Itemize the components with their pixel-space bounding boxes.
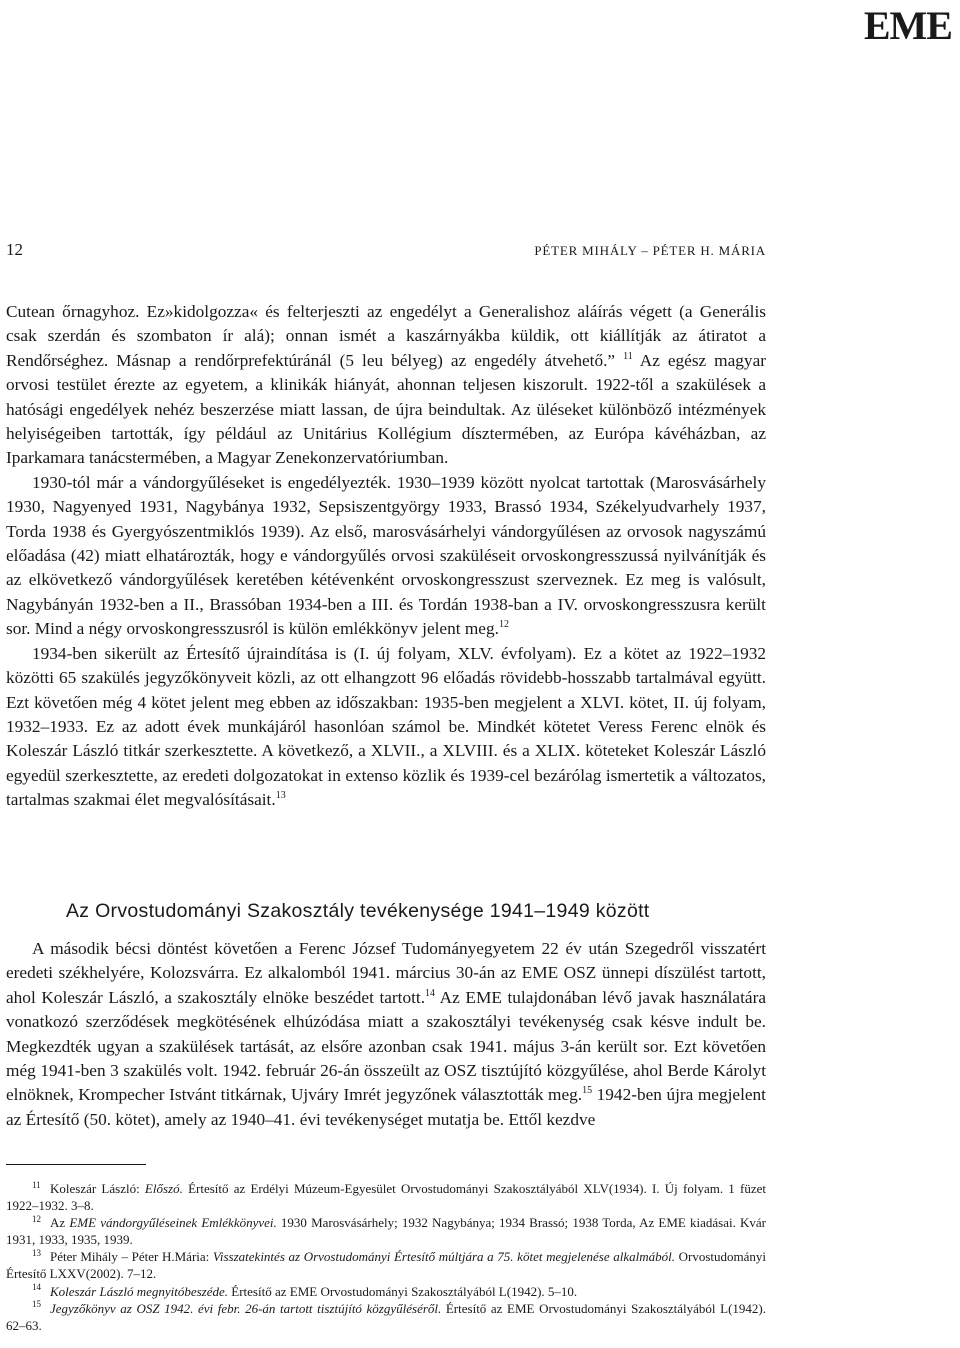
paragraph-4 (6, 937, 766, 1132)
paragraph-4-text-b: Az EME tulajdonában lévő javak használatára vonatkozó szerződések megkötésének elhúzódása miatt a szakosztályi tevékenység csak késve indult be. Megkezdték ugyan a szakülések tartását, az elsőre azonban csak 1941. május 3-án került sor. Ezt követően még 1941-ben 3 szakülés volt. 1942. február 26-án összeült az OSZ tisztújító közgyűlése, ahol Berde Károlyt elnöknek, Krompecher Istvánt titkárnak, Ujváry Imrét jegyzőnek választották meg. (6, 987, 766, 1105)
footnote-italic: Koleszár László megnyitóbeszéde. (50, 1283, 229, 1299)
footnote-ref-15[interactable]: 15 (582, 1085, 593, 1097)
paragraph-4-text-a: A második bécsi döntést követően a Ferenc József Tudományegyetem 22 év után Szegedről visszatért eredeti székhelyére, Kolozsvárra. Ez alkalomból 1941. március 30-án az EME OSZ ünnepi díszülést tartott, ahol Koleszár László, a szakosztály elnöke beszédet tartott. (6, 939, 766, 1007)
paragraph-1 (6, 300, 766, 471)
footnote-italic: Előszó. (144, 1181, 183, 1196)
footnote-ref-13[interactable]: 13 (275, 790, 286, 802)
footnote-italic: Jegyzőkönyv az OSZ 1942. évi febr. 26-án tartott tisztújító közgyűléséről. (50, 1300, 442, 1316)
paragraph-3-text: 1934-ben sikerült az Értesítő újraindítása is (I. új folyam, XLV. évfolyam). Ez a kötet az 1922–1932 közötti 65 szakülés jegyzőkönyveit közli, az ott elhangzott 96 előadás rövidebb-hosszabb tartalmával együtt. Ezt követően még 4 kötet jelent meg ebben az időszakban: 1935-ben megjelent a XLVI. kötet, II. új folyam, 1932–1933. Ez az adott évek munkájáról hasonlóan számol be. Mindkét kötetet Veress Ferenc elnök és Koleszár László titkár szerkesztette. A következő, a XLVII., a XLVIII. és a XLIX. köteteket Koleszár László egyedül szerkesztette, az eredeti dolgozatokat in extenso közlik és 1939-cel bezárólag ismertetik a változatos, tartalmas szakmai élet megvalósításait. (6, 643, 766, 810)
footnote-ref-11[interactable]: 11 (623, 351, 633, 363)
footnote: 15 Jegyzőkönyv az OSZ 1942. évi febr. 26-án tartott tisztújító közgyűléséről. Értesítő az EME Orvostudományi Szakosztályából L(1942). 62–63. (6, 1299, 766, 1333)
paragraph-4-text-c: 1942-ben újra megjelent az Értesítő (50. kötet), amely az 1940–41. évi tevékenységet mutatja be. Ettől kezdve (6, 1085, 766, 1129)
footnote-text: Értesítő az Erdélyi Múzeum-Egyesület Orvostudományi Szakosztályából XLV(1934). I. Új folyam. 1 füzet 1922–1932. 3–8. (6, 1181, 766, 1214)
footnote-italic: EME vándorgyűléseinek Emlékkönyvei. (69, 1215, 277, 1231)
footnote-text: Koleszár László: (50, 1181, 145, 1196)
footnote-italic: Visszatekintés az Orvostudományi Értesítő múltjára a 75. kötet megjelenése alkalmából. (212, 1249, 675, 1265)
paragraph-2-text: 1930-tól már a vándorgyűléseket is engedélyezték. 1930–1939 között nyolcat tartottak (Marosvásárhely 1930, Nagyenyed 1931, Nagybánya 1932, Sepsiszentgyörgy 1933, Brassó 1934, Székelyudvarhely 1937, Torda 1938 és Gyergyószentmiklós 1939). Az első, marosvásárhelyi vándorgyűlésen az orvosok nagyszámú előadása (42) miatt elhatározták, hogy e vándorgyűlés orvosi szaküléseit orvoskongresszussá nyilvánítják és az elkövetkező vándorgyűlések keretében kétévenként orvoskongresszust szerveznek. Ez meg is valósult, Nagybányán 1932-ben a II., Brassóban 1934-ben a III. és Tordán 1938-ban a IV. orvoskongresszusra került sor. Mind a négy orvoskongresszusról is külön emlékkönyv jelent meg. (6, 472, 766, 639)
paragraph-1-text-a: Cutean őrnagyhoz. Ez»kidolgozza« és felterjeszti az engedélyt a Generalishoz aláírás végett (a Generális csak szerdán és szombaton ír alá); onnan ismét a kaszárnyákba küldik, ott kiállítják az átiratot a Rendőrséghez. Másnap a rendőrprefektúránál (5 leu bélyeg) az engedély átvehető.” (6, 302, 766, 370)
body-text (6, 300, 766, 813)
paragraph-1-text-b: Az egész magyar orvosi testület érezte az egyetem, a klinikák hiányát, ahonnan teljesen kiszorult. 1922-től a szakülések a hatósági engedélyek nehéz beszerzése miatt lassan, de újra beindultak. Az üléseket különböző intézmények helyiségeiben tartották, így például az Unitárius Kollégium dísztermében, az Európa kávéházban, az Iparkamara tanácstermében, a Magyar Zenekonzervatóriumban. (6, 350, 766, 468)
paragraph-2 (6, 471, 766, 642)
footnote: 11 Koleszár László: Előszó. Értesítő az Erdélyi Múzeum-Egyesület Orvostudományi Szakosztályából XLV(1934). I. Új folyam. 1 füzet 1922–1932. 3–8. (6, 1179, 766, 1214)
footnote: 12 Az EME vándorgyűléseinek Emlékkönyvei. 1930 Marosvásárhely; 1932 Nagybánya; 1934 Brassó; 1938 Torda, Az EME kiadásai. Kvár 1931, 1933, 1935, 1939. (6, 1213, 766, 1248)
footnote-text: Az (50, 1215, 70, 1231)
running-head (6, 240, 766, 260)
footnote-text: 1930 Marosvásárhely; 1932 Nagybánya; 1934 Brassó; 1938 Torda, Az EME kiadásai. Kvár 1931, 1933, 1935, 1939. (6, 1215, 766, 1248)
page-number: 12 (6, 240, 23, 259)
footnote-ref-12[interactable]: 12 (498, 619, 509, 631)
footnote-text: Értesítő az EME Orvostudományi Szakosztályából L(1942). 5–10. (228, 1283, 578, 1299)
footnote-divider (6, 1164, 146, 1165)
eme-logo: EME (863, 3, 952, 48)
footnote-text: Orvostudományi Értesítő LXXV(2002). 7–12. (6, 1249, 766, 1282)
section-body-text (6, 937, 766, 1132)
footnote-text: Értesítő az EME Orvostudományi Szakosztályából L(1942). 62–63. (6, 1300, 766, 1333)
footnote: 14 Koleszár László megnyitóbeszéde. Értesítő az EME Orvostudományi Szakosztályából L(1942). 5–10. (32, 1282, 578, 1299)
footnotes (6, 1180, 766, 1334)
footnote-text: Péter Mihály – Péter H.Mária: (50, 1249, 213, 1265)
running-title: PÉTER MIHÁLY – PÉTER H. MÁRIA (534, 243, 766, 258)
footnote: 13 Péter Mihály – Péter H.Mária: Visszatekintés az Orvostudományi Értesítő múltjára a 75. kötet megjelenése alkalmából. Orvostudományi Értesítő LXXV(2002). 7–12. (6, 1248, 766, 1282)
paragraph-3 (6, 642, 766, 813)
footnote-ref-14[interactable]: 14 (425, 988, 436, 1000)
section-heading: Az Orvostudományi Szakosztály tevékenysége 1941–1949 között (66, 900, 650, 922)
